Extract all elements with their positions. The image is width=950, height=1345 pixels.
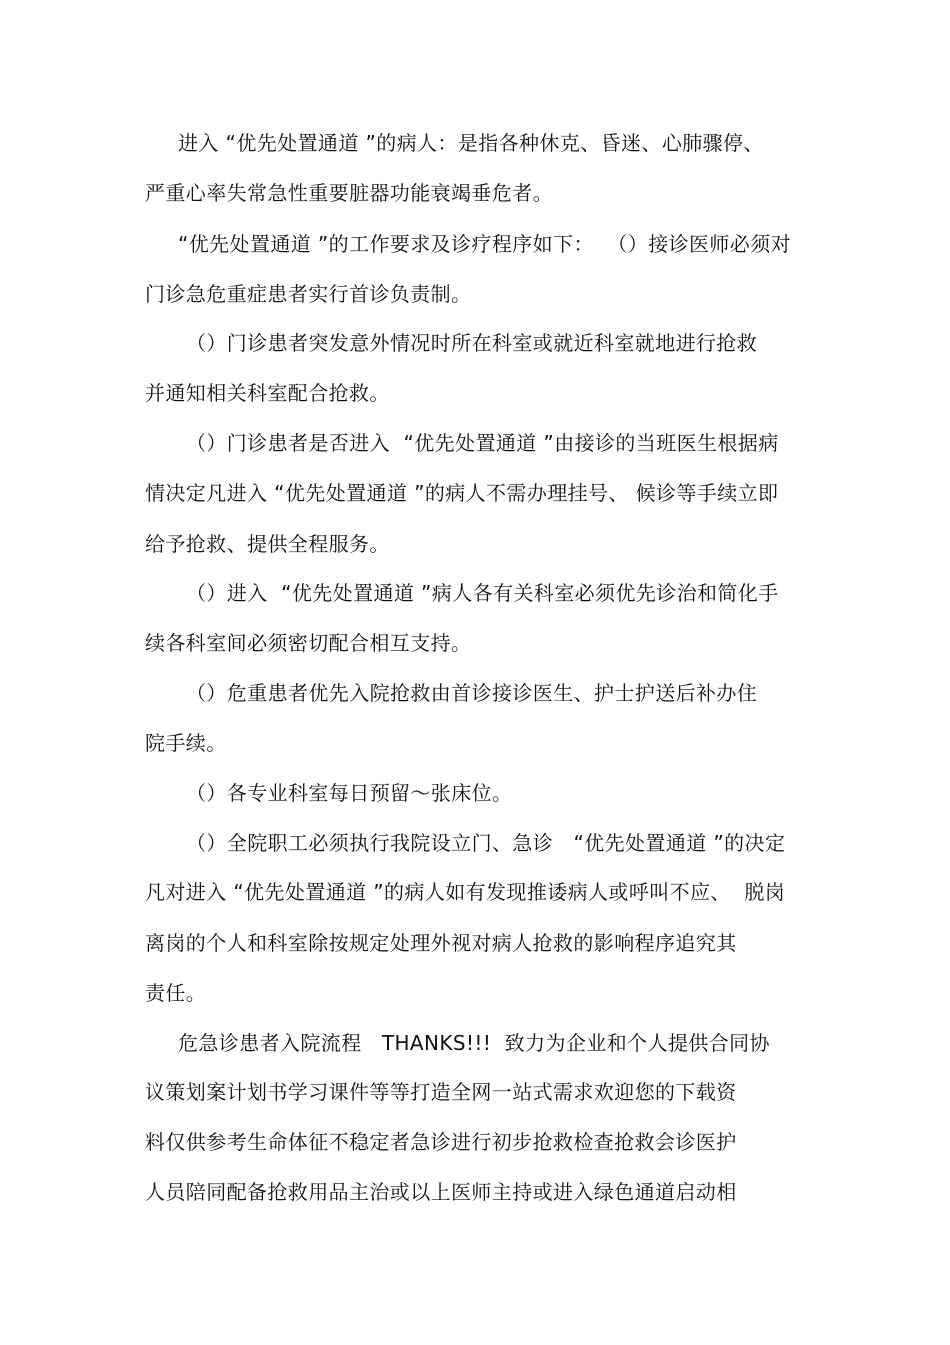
body-line-1: 进入 “优先处置通道 ”的病人：是指各种休克、昏迷、心肺骤停、 bbox=[178, 131, 764, 155]
body-line-8: 情决定凡进入 “优先处置通道 ”的病人不需办理挂号、 候诊等手续立即 bbox=[145, 481, 779, 505]
body-line-14: （）各专业科室每日预留～张床位。 bbox=[186, 781, 513, 805]
body-line-19: 危急诊患者入院流程 THANKS!!! 致力为企业和个人提供合同协 bbox=[178, 1031, 770, 1055]
body-line-18: 责任。 bbox=[145, 981, 207, 1005]
body-line-12: （）危重患者优先入院抢救由首诊接诊医生、护士护送后补办住 bbox=[186, 681, 758, 705]
body-line-9: 给予抢救、提供全程服务。 bbox=[145, 532, 390, 556]
body-line-5: （）门诊患者突发意外情况时所在科室或就近科室就地进行抢救 bbox=[186, 331, 758, 355]
body-line-6: 并通知相关科室配合抢救。 bbox=[145, 381, 390, 405]
body-line-20: 议策划案计划书学习课件等等打造全网一站式需求欢迎您的下载资 bbox=[145, 1080, 737, 1104]
body-line-21: 料仅供参考生命体征不稳定者急诊进行初步抢救检查抢救会诊医护 bbox=[145, 1130, 737, 1154]
body-line-17: 离岗的个人和科室除按规定处理外视对病人抢救的影响程序追究其 bbox=[145, 931, 737, 955]
body-line-7: （）门诊患者是否进入 “优先处置通道 ”由接诊的当班医生根据病 bbox=[186, 431, 779, 455]
body-line-13: 院手续。 bbox=[145, 731, 227, 755]
body-line-22: 人员陪同配备抢救用品主治或以上医师主持或进入绿色通道启动相 bbox=[145, 1180, 737, 1204]
body-line-4: 门诊急危重症患者实行首诊负责制。 bbox=[145, 282, 472, 306]
body-line-15: （）全院职工必须执行我院设立门、急诊 “优先处置通道 ”的决定 bbox=[186, 831, 786, 855]
body-line-2: 严重心率失常急性重要脏器功能衰竭垂危者。 bbox=[145, 181, 553, 205]
body-line-16: 凡对进入 “优先处置通道 ”的病人如有发现推诿病人或呼叫不应、 脱岗 bbox=[145, 880, 786, 904]
body-line-10: （）进入 “优先处置通道 ”病人各有关科室必须优先诊治和简化手 bbox=[186, 581, 779, 605]
body-line-11: 续各科室间必须密切配合相互支持。 bbox=[145, 631, 472, 655]
body-line-3: “优先处置通道 ”的工作要求及诊疗程序如下： （）接诊医师必须对 bbox=[178, 232, 791, 256]
